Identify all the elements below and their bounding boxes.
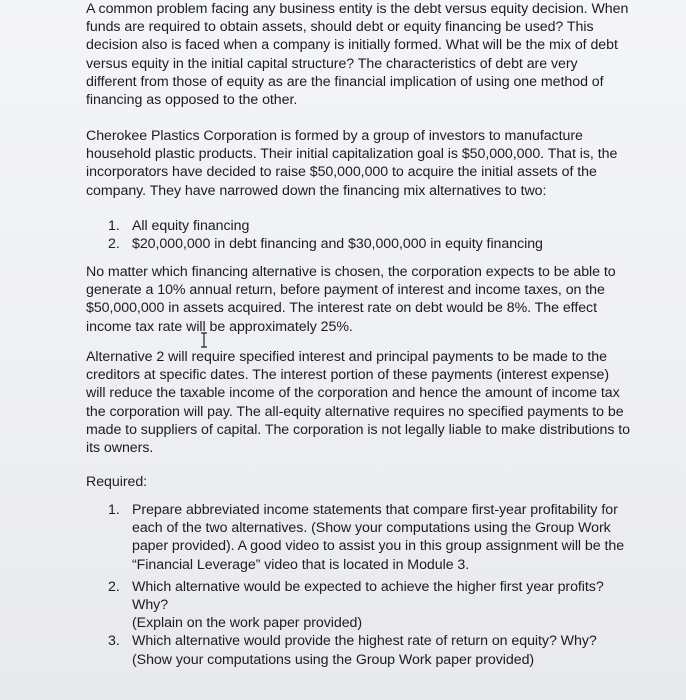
list-text [132, 578, 604, 633]
list-text: $20,000,000 in debt financing and $30,000,000 in equity financing [132, 236, 543, 253]
list-number: 1. [108, 502, 120, 518]
list-number: 2. [108, 236, 120, 253]
text-line: Which alternative would provide the highest rate of return on equity? Why? [132, 633, 597, 650]
list-text: All equity financing [132, 218, 250, 234]
alternative-two-paragraph [86, 348, 630, 457]
text-line: creditors at specific dates. The interest portion of these payments (interest expense) [86, 367, 610, 384]
intro-paragraph [86, 0, 628, 109]
text-line: versus equity in the initial capital structure? The characteristics of debt are very [86, 55, 578, 72]
text-line: Prepare abbreviated income statements that compare first-year profitability for [132, 502, 618, 518]
text-line: (Show your computations using the Group Work paper provided) [132, 651, 535, 668]
text-line: funds are required to obtain assets, should debt or equity financing be used? This [86, 19, 594, 36]
text-line: incorporators have decided to raise $50,000,000 to acquire the initial assets of the [86, 164, 597, 181]
list-number: 2. [108, 578, 120, 595]
required-heading [86, 473, 147, 491]
list-text [132, 501, 624, 574]
text-line: No matter which financing alternative is chosen, the corporation expects to be able to [86, 264, 616, 280]
list-item [108, 501, 624, 574]
list-number: 1. [108, 218, 120, 234]
text-line: will reduce the taxable income of the corporation and hence the amount of income tax [86, 385, 620, 402]
text-line: the corporation will pay. The all-equity alternative requires no specified payments to be [86, 403, 624, 420]
text-line: made to suppliers of capital. The corporation is not legally liable to make distributions to [86, 421, 631, 438]
text-line: different from those of equity as are the financial implication of using one method of [86, 73, 604, 90]
text-line: household plastic products. Their initial capitalization goal is $50,000,000. That is, the [86, 146, 618, 163]
text-line: $50,000,000 in assets acquired. The interest rate on debt would be 8%. The effect [86, 300, 597, 317]
text-line: Cherokee Plastics Corporation is formed by a group of investors to manufacture [86, 128, 583, 144]
text-line: generate a 10% annual return, before payment of interest and income taxes, on the [86, 282, 605, 299]
list-item [108, 217, 543, 235]
text-cursor-icon [199, 332, 209, 348]
list-text [132, 632, 597, 668]
cherokee-paragraph [86, 127, 617, 200]
list-item [108, 632, 624, 668]
text-line: company. They have narrowed down the financing mix alternatives to two: [86, 182, 547, 199]
text-line: its owners. [86, 440, 154, 457]
list-item [108, 235, 543, 253]
text-line: “Financial Leverage” video that is located in Module 3. [132, 556, 470, 573]
text-line: each of the two alternatives. (Show your computations using the Group Work [132, 520, 611, 537]
alternatives-list [108, 217, 543, 253]
list-number: 3. [108, 633, 120, 650]
text-line: A common problem facing any business entity is the debt versus equity decision. When [86, 1, 629, 17]
text-line: paper provided). A good video to assist you in this group assignment will be the [132, 538, 625, 555]
required-list [108, 501, 624, 669]
text-line: decision also is faced when a company is initially formed. What will be the mix of debt [86, 37, 618, 54]
text-line: Why? [132, 597, 169, 614]
text-line: Required: [86, 474, 148, 490]
return-paragraph [86, 263, 616, 336]
text-line: income tax rate will be approximately 25%. [86, 318, 353, 335]
list-item [108, 578, 624, 633]
text-line: (Explain on the work paper provided) [132, 615, 363, 632]
text-line: financing as opposed to the other. [86, 92, 298, 109]
text-line: Which alternative would be expected to achieve the higher first year profits? [132, 578, 604, 595]
text-line: Alternative 2 will require specified interest and principal payments to be made to the [86, 349, 607, 365]
